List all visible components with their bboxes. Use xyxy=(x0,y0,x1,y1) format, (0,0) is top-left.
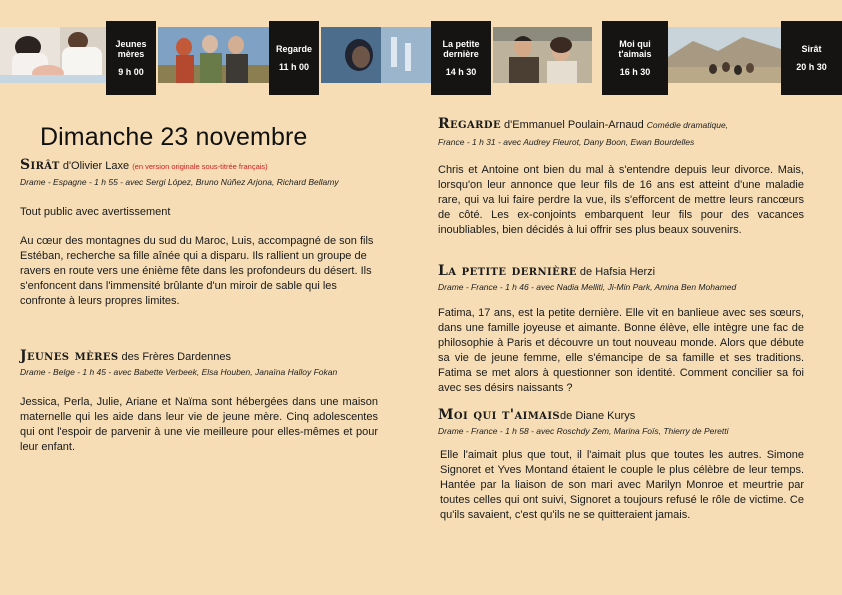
film-genre: France - 1 h 31 - avec Audrey Fleurot, Dany Boon, Ewan Bourdelles xyxy=(438,137,695,147)
film-genre: Drame - Espagne - 1 h 55 - avec Sergi López, Bruno Núñez Arjona, Richard Bellamy xyxy=(20,177,339,187)
left-column xyxy=(20,123,378,455)
petite-derniere-photo xyxy=(321,27,431,83)
sirat-photo xyxy=(668,27,781,83)
film-title-petite-derniere xyxy=(438,264,804,279)
film-genre: Drame - France - 1 h 58 - avec Roschdy Zem, Marina Foïs, Thierry de Peretti xyxy=(438,426,729,436)
film-synopsis: Jessica, Perla, Julie, Ariane et Naïma sont hébergées dans une maison maternelle qui les aide dans leur vie de jeune mère. Cinq adolescentes qui ont l'espoir de parvenir à une vie meilleure pour elles-mêmes et pour leur enfant. xyxy=(20,396,378,453)
film-director: de xyxy=(560,410,573,422)
film-name: Jeunes mères xyxy=(20,348,119,364)
schedule-box-sirat xyxy=(781,21,842,95)
version-note: (en version originale sous-titrée français) xyxy=(132,162,268,171)
film-synopsis: Au cœur des montagnes du sud du Maroc, Luis, accompagné de son fils Estéban, recherche sa fille aînée qui a disparu. Ils rallient un groupe de ravers en route vers une énième fête dans les profondeurs du désert. Ils s'enfoncent dans l'immensité brûlante d'un miroir de sable qui les confronte à leurs propres limites. xyxy=(20,235,374,307)
schedule-box-jeunes-meres xyxy=(106,21,156,95)
film-director: d'Olivier Laxe xyxy=(62,160,130,172)
schedule-time: 11 h 00 xyxy=(278,62,310,72)
film-director: d'Emmanuel Poulain-Arnaud xyxy=(504,119,644,131)
film-director-name: Diane Kurys xyxy=(575,410,636,422)
film-synopsis: Fatima, 17 ans, est la petite dernière. Elle vit en banlieue avec ses sœurs, dans une famille joyeuse et aimante. Bonne élève, elle intègre une fac de philosophie à Paris et découvre un tout nouveau monde. Alors que débute sa vie de jeune femme, elle s'émancipe de sa famille et ses traditions. Fatima se met alors à questionner son identité. Comment concilier sa foi avec ses désirs naissants ? xyxy=(438,307,804,394)
film-genre: Drame - France - 1 h 46 - avec Nadia Melliti, Ji-Min Park, Amina Ben Mohamed xyxy=(438,282,737,292)
film-name: Sirât xyxy=(20,157,60,173)
page-title: Dimanche 23 novembre xyxy=(40,123,308,151)
film-director: des Frères Dardennes xyxy=(121,351,231,363)
schedule-box-moi-qui-taimais xyxy=(602,21,668,95)
schedule-strip xyxy=(0,19,842,97)
film-genre-inline: Comédie dramatique, xyxy=(646,120,729,130)
jeunes-meres-photo xyxy=(0,27,106,83)
film-title-jeunes-meres xyxy=(20,349,378,364)
schedule-title: Jeunes mères xyxy=(115,39,147,59)
film-title-regarde xyxy=(438,117,804,134)
film-title-moi-qui-taimais xyxy=(438,408,804,423)
schedule-title: Moi qui t'aimais xyxy=(618,39,652,59)
regarde-photo xyxy=(158,27,269,83)
film-synopsis: Chris et Antoine ont bien du mal à s'entendre depuis leur divorce. Mais, lorsqu'on leur annonce que leur fils de 16 ans est atteint d'une maladie rare, qui va lui faire perdre la vue, ils s'efforcent de mettre leurs rancœurs de côté. Les ex-conjoints embarquent leur fils pour des vacances inoubliables, bien décidés à lui offrir ses plus beaux souvenirs. xyxy=(438,164,804,236)
schedule-time: 14 h 30 xyxy=(445,67,477,77)
film-genre: Drame - Belge - 1 h 45 - avec Babette Verbeek, Elsa Houben, Janaïna Halloy Fokan xyxy=(20,367,338,377)
film-name: La petite dernière xyxy=(438,263,577,279)
schedule-box-regarde xyxy=(269,21,319,95)
film-name: Moi qui t'aimais xyxy=(438,407,561,423)
film-director: de Hafsia Herzi xyxy=(579,266,656,278)
right-column xyxy=(438,117,804,523)
film-synopsis: Elle l'aimait plus que tout, il l'aimait plus que toutes les autres. Simone Signoret et Yves Montand étaient le couple le plus célèbre de leur temps. Hantée par la liaison de son mari avec Marilyn Monroe et meurtrie par toutes celles qui ont suivi, Signoret a toujours refusé le rôle de victime. Ce qu'ils savaient, c'est qu'ils ne se quitteraient jamais. xyxy=(440,449,804,521)
schedule-title: Sirât xyxy=(801,44,822,54)
schedule-title: La petite dernière xyxy=(442,39,480,59)
audience-note: Tout public avec avertissement xyxy=(20,206,171,218)
schedule-box-petite-derniere xyxy=(431,21,491,95)
schedule-time: 20 h 30 xyxy=(796,62,827,72)
moi-qui-taimais-photo xyxy=(493,27,592,83)
schedule-time: 9 h 00 xyxy=(118,67,144,77)
schedule-time: 16 h 30 xyxy=(619,67,651,77)
film-name: Regarde xyxy=(438,116,501,132)
film-title-sirat xyxy=(20,158,378,174)
schedule-title: Regarde xyxy=(275,44,312,54)
